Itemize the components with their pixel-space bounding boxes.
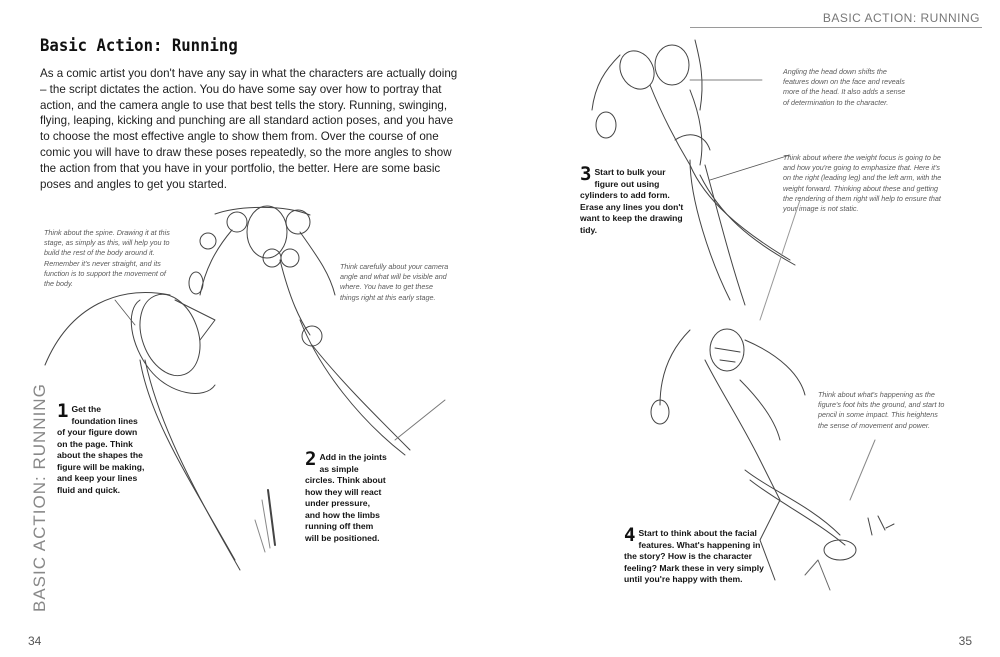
page-number-left: 34 xyxy=(28,634,42,648)
note-spine: Think about the spine. Drawing it at this stage, as simply as this, will help you to build the rest of the body around it. Remember it's never straight, and its function is to support the movement of the body. xyxy=(44,228,170,289)
step-4 xyxy=(624,524,772,586)
note-weight: Think about where the weight focus is going to be and how you're going to emphasize that. Here it's on the right (leading leg) and the left arm, with the weight forward. Thinking about these and getting the rendering of them right will help to ensure that your image is not static. xyxy=(783,153,942,214)
side-section-label: BASIC ACTION: RUNNING xyxy=(30,383,49,612)
page-number-right: 35 xyxy=(958,634,972,648)
sketch-joints xyxy=(189,206,445,455)
annotation-leaders xyxy=(115,80,790,325)
step-2 xyxy=(305,448,387,544)
step-2-number: 2 xyxy=(305,448,317,470)
step-1 xyxy=(57,400,145,496)
intro-paragraph: As a comic artist you don't have any say in what the characters are actually doing – the script dictates the action. You do have some say over how to portray that action, and the camera angle to use that best tells the story. Running, swinging, flying, leaping, kicking and punching are all standard action poses, and you have to choose the most effective angle to show them from. Over the course of one comic you will have to draw these poses repeatedly, so the more angles to show the action from that you have in your portfolio, the better. Here are some basic poses and angles to get you started. xyxy=(40,67,458,191)
note-head: Angling the head down shifts the features down on the face and reveals more of the head. It also adds a sense of determination to the character. xyxy=(783,67,906,107)
step-3 xyxy=(580,163,686,236)
step-1-number: 1 xyxy=(57,400,69,422)
note-foot: Think about what's happening as the figure's foot hits the ground, and start to pencil in some impact. This heightens the sense of movement and power. xyxy=(818,390,945,430)
page-title: Basic Action: Running xyxy=(40,36,238,56)
step-3-number: 3 xyxy=(580,163,592,185)
step-4-number: 4 xyxy=(624,524,636,546)
step-4-text: Start to think about the facial features. What's happening in the story? How is the character feeling? Mark these in very simply until you're happy with them. xyxy=(624,528,764,584)
running-head: BASIC ACTION: RUNNING xyxy=(822,11,980,25)
step-2-text: Add in the joints as simple circles. Think about how they will react under pressure, and how the limbs running off them will be positioned. xyxy=(305,452,387,543)
step-3-text: Start to bulk your figure out using cylinders to add form. Erase any lines you don't want to keep the drawing tidy. xyxy=(580,167,684,235)
step-1-text: Get the foundation lines of your figure down on the page. Think about the shapes the figure will be making, and keep your lines fluid and quick. xyxy=(57,404,145,495)
note-camera: Think carefully about your camera angle and what will be visible and where. You have to get these things right at this early stage. xyxy=(340,262,449,302)
